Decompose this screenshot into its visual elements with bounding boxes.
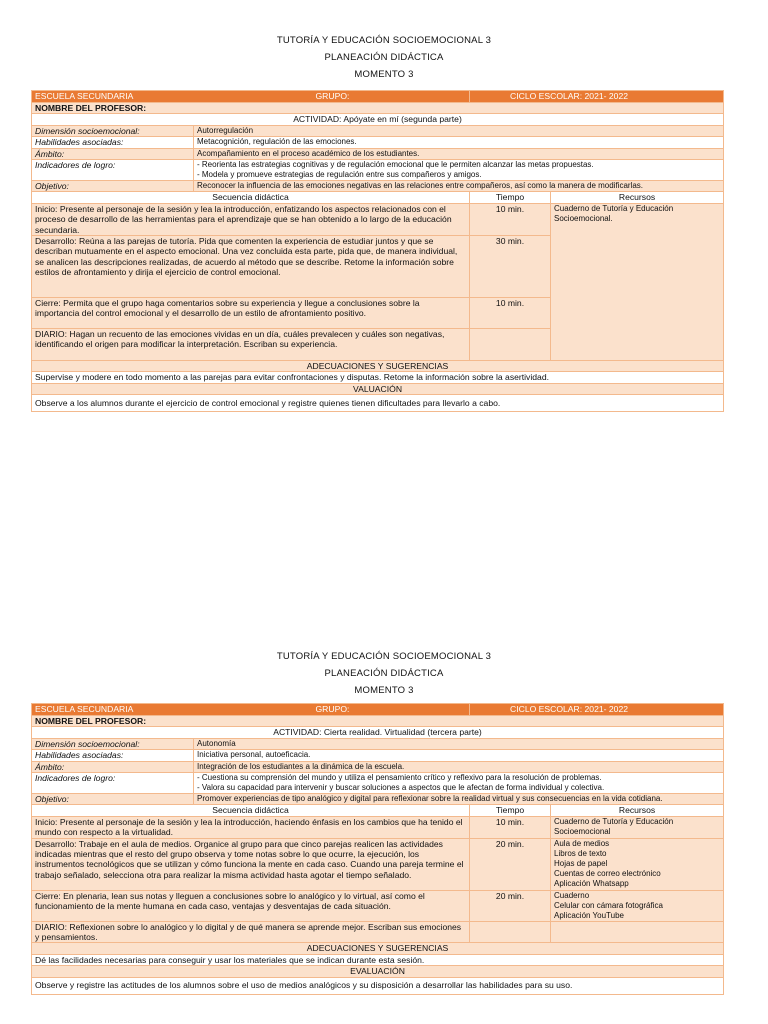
objective-value: Reconocer la influencia de las emociones negativas en las relaciones entre compañeros, así como la manera de modificarlas. <box>194 181 724 192</box>
resources-cell <box>551 890 724 921</box>
resource-item: Celular con cámara fotográfica <box>554 900 663 910</box>
objective-label: Objetivo: <box>32 181 194 192</box>
resource-item: Cuaderno <box>554 890 590 900</box>
sequence-time: 20 min. <box>470 838 551 890</box>
sequence-time <box>470 921 551 943</box>
sequence-time: 20 min. <box>470 890 551 921</box>
header-school-group <box>32 91 470 103</box>
sequence-header: Secuencia didáctica <box>32 192 470 203</box>
dimension-label: Dimensión socioemocional: <box>32 738 194 749</box>
adjustments-header: ADECUACIONES Y SUGERENCIAS <box>32 943 724 954</box>
header-row <box>32 704 724 716</box>
skills-label: Habilidades asociadas: <box>32 137 194 148</box>
skills-label: Habilidades asociadas: <box>32 750 194 761</box>
resource-item: Libros de texto <box>554 848 607 858</box>
sequence-time: 10 min. <box>470 816 551 838</box>
evaluation-header: VALUACIÓN <box>32 383 724 394</box>
dimension-value: Autorregulación <box>194 125 724 136</box>
sequence-time: 30 min. <box>470 236 551 298</box>
adjustments-text: Dé las facilidades necesarias para conseguir y usar los materiales que se indican durante esta sesión. <box>32 954 724 965</box>
resource-item: Cuentas de correo electrónico <box>554 868 661 878</box>
scope-label: Ámbito: <box>32 761 194 772</box>
dimension-value: Autonomía <box>194 738 724 749</box>
resource-item: Hojas de papel <box>554 858 608 868</box>
teacher-label: NOMBRE DEL PROFESOR: <box>32 103 724 114</box>
evaluation-header: EVALUACIÓN <box>32 966 724 977</box>
indicators-value <box>194 160 724 181</box>
resource-item: Aplicación Whatsapp <box>554 878 629 888</box>
sequence-time: 10 min. <box>470 298 551 329</box>
resources-cell <box>551 203 724 360</box>
group-label: GRUPO: <box>315 91 350 101</box>
activity-title: ACTIVIDAD: Cierta realidad. Virtualidad (tercera parte) <box>32 727 724 738</box>
resource-item: Cuaderno de Tutoría y Educación Socioemocional. <box>554 203 674 223</box>
scope-value: Acompañamiento en el proceso académico de los estudiantes. <box>194 148 724 159</box>
indicator-item: - Cuestiona su comprensión del mundo y utiliza el pensamiento crítico y reflexivo para la resolución de problemas. <box>197 773 602 783</box>
resources-cell <box>551 816 724 838</box>
moment-label: MOMENTO 3 <box>354 69 414 80</box>
moment-label: MOMENTO 3 <box>354 685 414 696</box>
plan-1-titles <box>0 32 768 83</box>
document-subtitle: PLANEACIÓN DIDÁCTICA <box>324 668 444 679</box>
sequence-header: Secuencia didáctica <box>32 805 470 816</box>
sequence-row: Desarrollo: Reúna a las parejas de tutoría. Pida que comenten la experiencia de estudiar juntos y que se describan mutuamente en el aspecto emocional. Una vez concluida esta parte, pida que, de manera individual, se analicen las descripciones realizadas, de acuerdo al método que se describe. Retome la información sobre estilos de afrontamiento y dirija el ejercicio de control emocional. <box>32 236 470 298</box>
teacher-label: NOMBRE DEL PROFESOR: <box>32 716 724 727</box>
scope-label: Ámbito: <box>32 148 194 159</box>
resources-header: Recursos <box>551 805 724 816</box>
sequence-time <box>470 329 551 361</box>
indicators-label: Indicadores de logro: <box>32 773 194 794</box>
document-title: TUTORÍA Y EDUCACIÓN SOCIOEMOCIONAL 3 <box>276 35 492 46</box>
document-subtitle: PLANEACIÓN DIDÁCTICA <box>324 52 444 63</box>
cycle-label: CICLO ESCOLAR: 2021- 2022 <box>470 91 724 103</box>
time-header: Tiempo <box>470 192 551 203</box>
school-label: ESCUELA SECUNDARIA <box>35 704 134 714</box>
header-row <box>32 91 724 103</box>
plan-2-titles <box>0 648 768 699</box>
sequence-row: Cierre: Permita que el grupo haga comentarios sobre su experiencia y llegue a conclusiones sobre la importancia del control emocional y el desarrollo de un estilo de afrontamiento positivo. <box>32 298 470 329</box>
sequence-row: Inicio: Presente al personaje de la sesión y lea la introducción, enfatizando los aspectos relacionados con el proceso de desarrollo de las herramientas para el aprendizaje que se han obtenido a lo largo de la educación secundaria. <box>32 203 470 235</box>
dimension-label: Dimensión socioemocional: <box>32 125 194 136</box>
indicators-value <box>194 773 724 794</box>
resource-item: Aplicación YouTube <box>554 910 624 920</box>
sequence-row: DIARIO: Reflexionen sobre lo analógico y lo digital y de qué manera se aprende mejor. Escriban sus emociones y pensamientos. <box>32 921 470 943</box>
document-title: TUTORÍA Y EDUCACIÓN SOCIOEMOCIONAL 3 <box>276 651 492 662</box>
cycle-label: CICLO ESCOLAR: 2021- 2022 <box>470 704 724 716</box>
skills-value: Metacognición, regulación de las emociones. <box>194 137 724 148</box>
sequence-row: Desarrollo: Trabaje en el aula de medios. Organice al grupo para que cinco parejas realicen las actividades indicadas mientras que el resto del grupo observa y tome notas sobre lo que ocurre, la ejecución, los instrumentos tecnológicos que se utilizan y cómo funciona la mente en cada caso. Cuando una pareja termine el trabajo señalado, selecciona otra para realizar la misma actividad hasta agotar el tiempo señalado. <box>32 838 470 890</box>
sequence-row: Inicio: Presente al personaje de la sesión y lea la introducción, haciendo énfasis en los cambios que ha tenido el mundo con respecto a la virtualidad. <box>32 816 470 838</box>
indicator-item: - Reorienta las estrategias cognitivas y de regulación emocional que le permiten alcanzar las metas propuestas. <box>197 160 594 170</box>
scope-value: Integración de los estudiantes a la dinámica de la escuela. <box>194 761 724 772</box>
resource-item: Cuaderno de Tutoría y Educación Socioemocional <box>554 816 674 836</box>
indicators-label: Indicadores de logro: <box>32 160 194 181</box>
adjustments-text: Supervise y modere en todo momento a las parejas para evitar confrontaciones y disputas. Retome la información sobre la asertividad. <box>32 372 724 383</box>
resources-cell <box>551 838 724 890</box>
group-label: GRUPO: <box>315 704 350 714</box>
resources-header: Recursos <box>551 192 724 203</box>
resource-item: Aula de medios <box>554 838 610 848</box>
resources-cell <box>551 921 724 943</box>
adjustments-header: ADECUACIONES Y SUGERENCIAS <box>32 361 724 372</box>
skills-value: Iniciativa personal, autoeficacia. <box>194 750 724 761</box>
objective-label: Objetivo: <box>32 794 194 805</box>
header-school-group <box>32 704 470 716</box>
plan-table <box>31 703 724 995</box>
evaluation-text: Observe a los alumnos durante el ejercicio de control emocional y registre quienes tienen dificultades para llevarlo a cabo. <box>32 395 724 412</box>
school-label: ESCUELA SECUNDARIA <box>35 91 134 101</box>
objective-value: Promover experiencias de tipo analógico y digital para reflexionar sobre la realidad virtual y sus consecuencias en la vida cotidiana. <box>194 794 724 805</box>
time-header: Tiempo <box>470 805 551 816</box>
sequence-time: 10 min. <box>470 203 551 235</box>
sequence-row: Cierre: En plenaria, lean sus notas y lleguen a conclusiones sobre lo analógico y lo virtual, así como el funcionamiento de la mente humana en cada caso, ventajas y desventajas de cada situación. <box>32 890 470 921</box>
evaluation-text: Observe y registre las actitudes de los alumnos sobre el uso de medios analógicos y su disposición a desarrollar las habilidades para su uso. <box>32 977 724 994</box>
indicator-item: - Modela y promueve estrategias de regulación entre sus compañeros y amigos. <box>197 170 482 180</box>
sequence-row: DIARIO: Hagan un recuento de las emociones vividas en un día, cuáles prevalecen y cuáles son negativas, identificando el origen para modificar la interpretación. Escriban su experiencia. <box>32 329 470 361</box>
indicator-item: - Valora su capacidad para intervenir y buscar soluciones a aspectos que le afectan de forma individual y colectiva. <box>197 783 605 793</box>
activity-title: ACTIVIDAD: Apóyate en mí (segunda parte) <box>32 114 724 125</box>
plan-table <box>31 90 724 412</box>
